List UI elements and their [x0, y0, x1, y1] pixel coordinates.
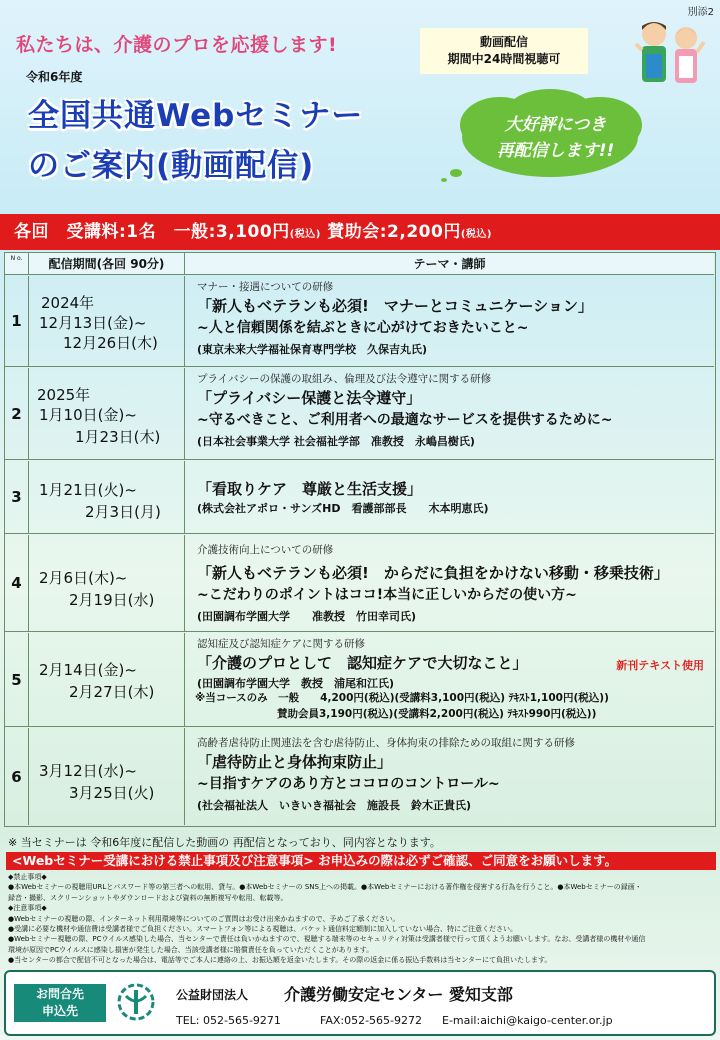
terms-line: ●Webセミナーの視聴の際、インターネット利用環境等についてのご質問はお受け出来かねますので、予めご了承ください。	[8, 914, 400, 923]
seminar-category: マナー・接遇についての研修	[197, 281, 334, 293]
caregivers-illustration	[628, 14, 712, 92]
organization-type: 公益財団法人	[176, 988, 249, 1002]
new-textbook-badge: 新刊テキスト使用	[616, 659, 704, 672]
header-theme: テーマ・講師	[413, 257, 486, 271]
seminar-title: 「介護のプロとして 認知症ケアで大切なこと」	[197, 654, 528, 672]
row-number: 3	[5, 461, 29, 533]
table-row	[5, 728, 714, 825]
row-theme	[185, 276, 714, 366]
row-period	[29, 461, 185, 533]
row-period	[29, 276, 185, 366]
row-number: 5	[5, 633, 29, 726]
announcement-line1: 大好評につき	[504, 115, 607, 135]
row-theme	[185, 728, 714, 825]
seminar-category: 高齢者虐待防止関連法を含む虐待防止、身体拘束の排除ための取組に関する研修	[197, 737, 575, 749]
seminar-schedule-table	[4, 252, 716, 827]
row-number: 1	[5, 276, 29, 366]
fee-supporting: 賛助会:2,200円	[320, 222, 461, 242]
fee-banner	[0, 214, 720, 250]
period-end: 1月23日(木)	[75, 428, 161, 446]
row-theme	[185, 633, 714, 726]
seminar-lecturer: (東京未来大学福祉保育専門学校 久保吉丸氏)	[197, 343, 428, 356]
terms-line: ◆禁止事項◆	[8, 873, 47, 881]
period-end: 2月27日(木)	[69, 683, 155, 701]
header-period: 配信期間(各回 90分)	[29, 253, 185, 275]
organization-name: 介護労働安定センター 愛知支部	[284, 985, 513, 1004]
fee-tax-note: (税込)	[460, 229, 492, 240]
terms-line: ◆注意事項◆	[8, 904, 47, 913]
fee-general: 各回 受講料:1名 一般:3,100円	[14, 222, 290, 242]
terms-line: ●受講に必要な機材や通信費は受講者様でご負担ください。スマートフォン等による視聴は、パケット通信料定額制に加入していない場合、特にご注意ください。	[8, 925, 518, 934]
row-period	[29, 633, 185, 726]
period-start: 2月14日(金)~	[39, 661, 137, 679]
seminar-lecturer: (株式会社アポロ・サンズHD 看護部部長 木本明恵氏)	[197, 502, 489, 515]
terms-line: ●本Webセミナーの視聴用URLとパスワード等の第三者への転用、貸与。●本Webセミナーの SNS上への掲載。●本Webセミナーにおける著作権を侵害する行為を行うこと。●本Webセミナーの録画・	[8, 883, 642, 892]
fee-tax-note: (税込)	[289, 229, 321, 240]
row-number: 2	[5, 368, 29, 459]
rebroadcast-announcement	[468, 112, 643, 164]
period-start: 2月6日(木)~	[39, 569, 128, 587]
fax-number: FAX:052-565-9272	[320, 1014, 423, 1027]
terms-line: ●当センターの都合で配信不可となった場合は、電話等でご本人に連絡の上、お振込額を返金いたします。その際の返金に係る振込手数料は当センターにて負担いたします。	[8, 956, 552, 965]
terms-notes	[8, 872, 714, 966]
contact-box	[4, 970, 716, 1036]
period-start: 1月10日(金)~	[39, 406, 137, 424]
page-title-line1: 全国共通Webセミナー	[28, 98, 364, 134]
course-fee-note-general: ※当コースのみ 一般 4,200円(税込)(受講料3,100円(税込) ﾃｷｽﾄ1,100円(税込))	[195, 692, 609, 704]
seminar-lecturer: (田園調布学園大学 教授 浦尾和江氏)	[197, 677, 395, 690]
table-row	[5, 368, 714, 460]
page-title-line2: のご案内(動画配信)	[28, 148, 315, 184]
streaming-info-box	[420, 28, 588, 74]
table-row	[5, 633, 714, 727]
appendix-label: 別添2	[687, 7, 714, 18]
period-end: 3月25日(火)	[69, 784, 155, 802]
inquiry-label-line1: お問合先	[35, 987, 84, 1001]
course-fee-note-supporting: 賛助会員3,190円(税込)(受講料2,200円(税込) ﾃｷｽﾄ990円(税込))	[277, 708, 597, 720]
seminar-subtitle: ~こだわりのポイントはココ!本当に正しいからだの使い方~	[197, 587, 577, 603]
phone-number[interactable]: TEL: 052-565-9271	[176, 1014, 281, 1027]
streaming-label: 動画配信	[479, 35, 528, 49]
inquiry-label	[14, 984, 106, 1022]
row-period	[29, 535, 185, 631]
period-end: 12月26日(木)	[63, 334, 158, 352]
seminar-title: 「虐待防止と身体拘束防止」	[197, 753, 393, 771]
table-row	[5, 461, 714, 534]
seminar-category: プライバシーの保護の取組み、倫理及び法令遵守に関する研修	[197, 373, 492, 385]
rebroadcast-note: ※ 当セミナーは 令和6年度に配信した動画の 再配信となっており、同内容となります。	[8, 836, 441, 849]
period-start: 12月13日(金)~	[39, 314, 147, 332]
seminar-title: 「新人もベテランも必須! からだに負担をかけない移動・移乗技術」	[197, 564, 669, 582]
seminar-title: 「プライバシー保護と法令遵守」	[197, 389, 422, 407]
table-header	[5, 253, 714, 275]
period-end: 2月3日(月)	[85, 503, 161, 521]
organization-logo-icon	[116, 982, 156, 1022]
period-year: 2024年	[41, 294, 95, 312]
row-theme	[185, 368, 714, 459]
seminar-title: 「新人もベテランも必須! マナーとコミュニケーション」	[197, 297, 593, 315]
seminar-lecturer: (田園調布学園大学 准教授 竹田幸司氏)	[197, 610, 417, 623]
period-end: 2月19日(水)	[69, 591, 155, 609]
fiscal-year: 令和6年度	[26, 70, 83, 84]
slogan: 私たちは、介護のプロを応援します!	[16, 34, 338, 56]
period-start: 3月12日(水)~	[39, 762, 137, 780]
seminar-subtitle: ~目指すケアのあり方とココロのコントロール~	[197, 776, 500, 792]
seminar-lecturer: (日本社会事業大学 社会福祉学部 准教授 永嶋昌樹氏)	[197, 435, 475, 448]
inquiry-label-line2: 申込先	[41, 1004, 78, 1018]
row-theme	[185, 461, 714, 533]
seminar-subtitle: ~守るべきこと、ご利用者への最適なサービスを提供するために~	[197, 412, 613, 428]
row-period	[29, 368, 185, 459]
seminar-category: 介護技術向上についての研修	[197, 544, 334, 556]
period-year: 2025年	[37, 386, 91, 404]
seminar-lecturer: (社会福祉法人 いきいき福祉会 施設長 鈴木正貴氏)	[197, 799, 472, 812]
announcement-line2: 再配信します!!	[496, 141, 615, 161]
streaming-availability: 期間中24時間視聴可	[447, 52, 561, 66]
email-address[interactable]: E-mail:aichi@kaigo-center.or.jp	[442, 1014, 613, 1027]
terms-line: ●Webセミナー視聴の際、PCウイルス感染した場合、当センターで責任は負いかねますので、視聴する端末等のセキュリティ対策は受講者様で行って頂くようお願いします。なお、受講者様の機材や通信	[8, 935, 646, 944]
terms-line: 録音・撮影、スクリーンショットやダウンロードおよび資料の無断複写や転用、転載等。	[8, 893, 288, 902]
row-number: 4	[5, 535, 29, 631]
seminar-title: 「看取りケア 尊厳と生活支援」	[197, 480, 423, 498]
terms-line: 環境が原因でPCウイルスに感染し損害が発生した場合、当該受講者様に賠償責任を負っていただくことがあります。	[8, 945, 374, 954]
period-start: 1月21日(火)~	[39, 481, 137, 499]
row-number: 6	[5, 728, 29, 825]
warning-banner: <Webセミナー受講における禁止事項及び注意事項> お申込みの際は必ずご確認、ご同意をお願いします。	[6, 852, 716, 870]
table-row	[5, 535, 714, 632]
table-row	[5, 276, 714, 367]
row-period	[29, 728, 185, 825]
seminar-category: 認知症及び認知症ケアに関する研修	[197, 638, 365, 650]
row-theme	[185, 535, 714, 631]
seminar-subtitle: ~人と信頼関係を結ぶときに心がけておきたいこと~	[197, 320, 529, 336]
header-no: N o.	[5, 253, 29, 275]
